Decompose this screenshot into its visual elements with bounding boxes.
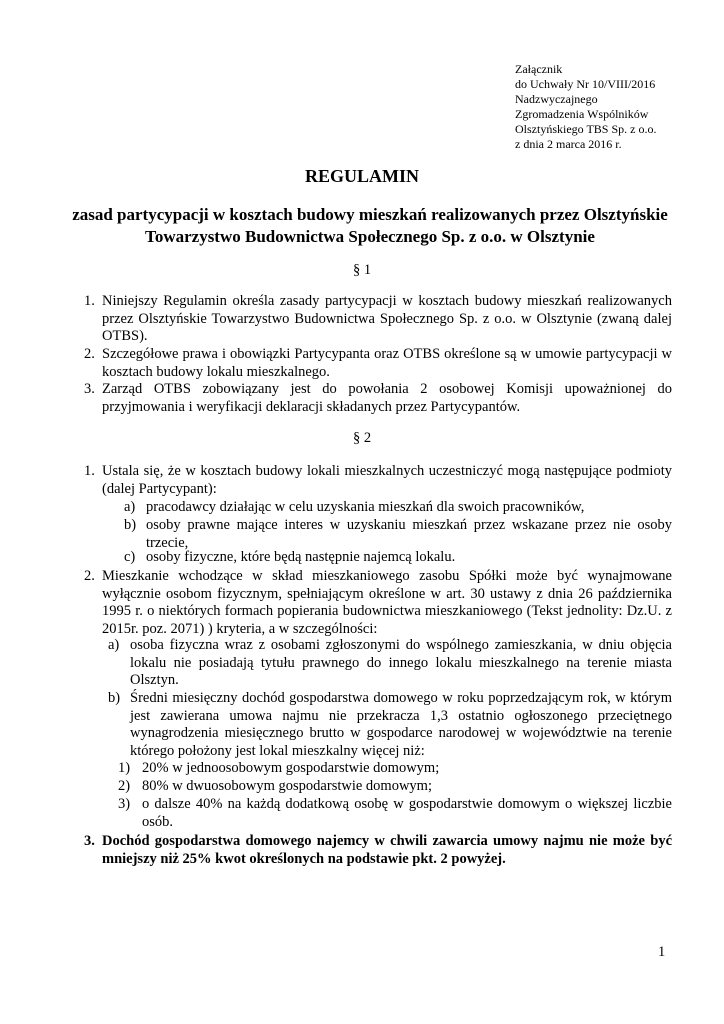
item-number: 2.: [84, 568, 95, 584]
item-text: Niniejszy Regulamin określa zasady partycypacji w kosztach budowy mieszkań realizowanych przez Olsztyńskie Towarzystwo Budownictwa Społecznego Sp. z o.o. w Olsztynie (zwaną dalej OTBS).: [102, 293, 672, 344]
sub-item-text: pracodawcy działając w celu uzyskania mieszkań dla swoich pracowników,: [146, 499, 585, 515]
sub-item-letter: a): [108, 637, 120, 653]
sub-item-letter: c): [124, 549, 136, 565]
sub-item-letter: b): [108, 690, 121, 706]
numbered-item-number: 2): [118, 778, 131, 794]
numbered-item-text: o dalsze 40% na każdą dodatkową osobę w gospodarstwie domowym o większej liczbie osób.: [142, 796, 672, 830]
item-number: 1.: [84, 293, 95, 309]
item-text: Szczegółowe prawa i obowiązki Partycypanta oraz OTBS określone są w umowie partycypacji w kosztach budowy lokalu mieszkalnego.: [102, 346, 672, 380]
annex-note: Załącznik do Uchwały Nr 10/VIII/2016 Nadzwyczajnego Zgromadzenia Wspólników Olsztyńskiego TBS Sp. z o.o. z dnia 2 marca 2016 r.: [515, 62, 657, 151]
sub-item-text: osoby prawne mające interes w uzyskaniu mieszkań przez wskazane przez nie osoby trzecie,: [146, 517, 672, 551]
item-number: 1.: [84, 463, 95, 479]
item-text: Dochód gospodarstwa domowego najemcy w chwili zawarcia umowy najmu nie może być mniejszy niż 25% kwot określonych na podstawie pkt. 2 powyżej.: [102, 833, 672, 867]
document-title: REGULAMIN: [304, 166, 419, 186]
numbered-item-text: 20% w jednoosobowym gospodarstwie domowym;: [142, 760, 440, 776]
sub-item-letter: a): [124, 499, 136, 515]
numbered-item-number: 1): [118, 760, 131, 776]
numbered-item-text: 80% w dwuosobowym gospodarstwie domowym;: [142, 778, 432, 794]
sub-item-letter: b): [124, 517, 137, 533]
numbered-item-number: 3): [118, 796, 131, 812]
item-number: 3.: [84, 833, 95, 849]
sub-item-text: osoby fizyczne, które będą następnie najemcą lokalu.: [146, 549, 456, 565]
page-number: 1: [658, 944, 666, 960]
item-text: Zarząd OTBS zobowiązany jest do powołania 2 osobowej Komisji upoważnionej do przyjmowania i weryfikacji deklaracji składanych przez Partycypantów.: [102, 381, 672, 415]
item-text: Mieszkanie wchodzące w skład mieszkaniowego zasobu Spółki może być wynajmowane wyłącznie osobom fizycznym, spełniającym określone w art. 30 ustawy z dnia 26 października 1995 r. o niektórych formach popierania budownictwa mieszkaniowego (Tekst jednolity: Dz.U. z 2015r. poz. 2071) ) kryteria, a w szczególności:: [102, 568, 672, 637]
section-1-heading: § 1: [352, 262, 372, 278]
item-text: Ustala się, że w kosztach budowy lokali mieszkalnych uczestniczyć mogą następujące podmioty (dalej Partycypant):: [102, 463, 672, 497]
item-number: 2.: [84, 346, 95, 362]
sub-item-text: Średni miesięczny dochód gospodarstwa domowego w roku poprzedzającym rok, w którym jest zawierana umowa najmu nie przekracza 1,3 ostatnio ogłoszonego przeciętnego wynagrodzenia miesięcznego brutto w gospodarce narodowej w województwie na terenie którego położony jest lokal mieszkalny więcej niż:: [130, 690, 672, 759]
sub-item-text: osoba fizyczna wraz z osobami zgłoszonymi do wspólnego zamieszkania, w dniu objęcia lokalu nie posiadają tytułu prawnego do innego lokalu mieszkalnego na terenie miasta Olsztyn.: [130, 637, 672, 688]
item-number: 3.: [84, 381, 95, 397]
section-2-heading: § 2: [352, 430, 372, 446]
document-subtitle: zasad partycypacji w kosztach budowy mieszkań realizowanych przez Olsztyńskie Towarzystwo Budownictwa Społecznego Sp. z o.o. w Olsztynie: [72, 205, 668, 246]
